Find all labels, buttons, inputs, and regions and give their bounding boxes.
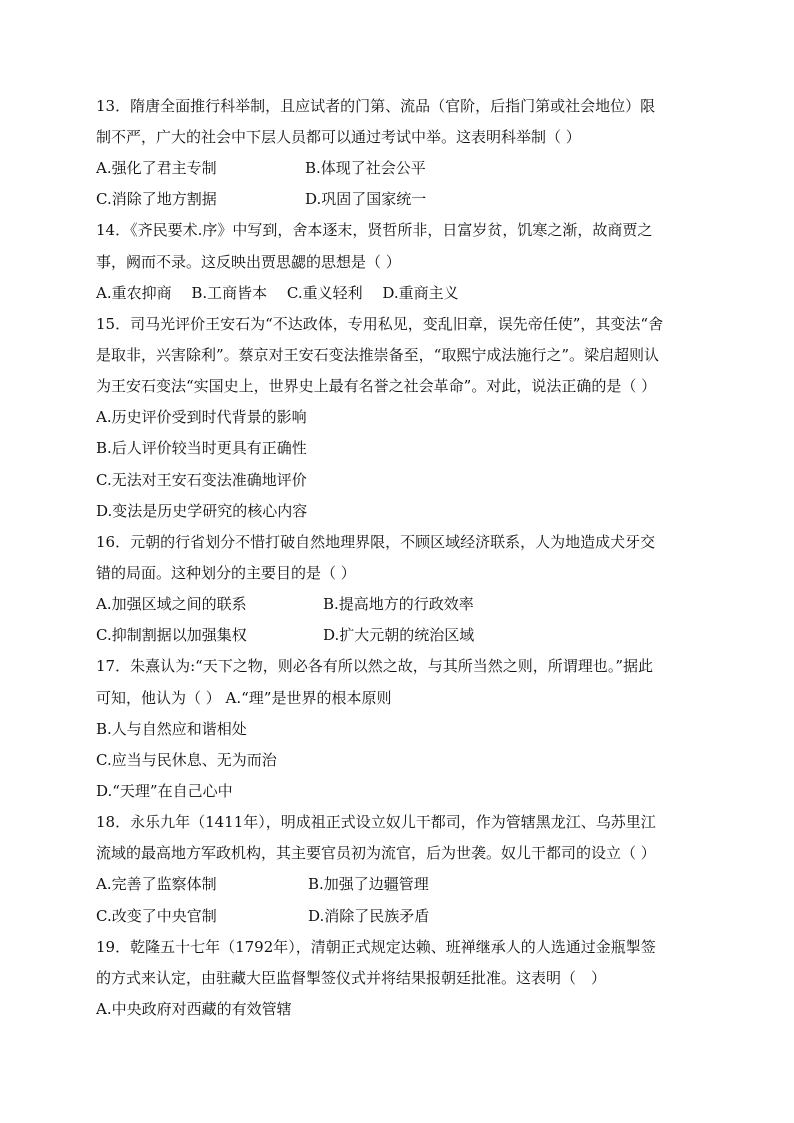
- q18-option-d: D.消除了民族矛盾: [308, 907, 430, 925]
- q13-option-b: B.体现了社会公平: [305, 159, 426, 177]
- q17-option-d: D.“天理”在自己心中: [96, 782, 233, 800]
- q13-option-a: A.强化了君主专制: [96, 159, 217, 177]
- q19-stem-line1: 19．乾隆五十七年（1792年），清朝正式规定达赖、班禅继承人的人选通过金瓶掣签: [96, 938, 656, 956]
- q18-stem-line2: 流域的最高地方军政机构，其主要官员初为流官，后为世袭。奴儿干都司的设立（ ）: [96, 844, 656, 862]
- q15-option-d: D.变法是历史学研究的核心内容: [96, 502, 308, 520]
- q15-stem-line1: 15．司马光评价王安石为“不达政体，专用私见，变乱旧章，误先帝任使”，其变法“舍: [96, 315, 664, 333]
- q19-stem-line2: 的方式来认定，由驻藏大臣监督掣签仪式并将结果报朝廷批准。这表明（ ）: [96, 969, 607, 987]
- q17-stem-line1: 17．朱熹认为:“天下之物，则必各有所以然之故，与其所当然之则，所谓理也。”据此: [96, 657, 653, 675]
- q14-stem-line2: 事，阙而不录。这反映出贾思勰的思想是（ ）: [96, 253, 401, 271]
- q16-option-b: B.提高地方的行政效率: [323, 595, 474, 613]
- q15-option-a: A.历史评价受到时代背景的影响: [96, 408, 307, 426]
- q16-option-d: D.扩大元朝的统治区域: [323, 626, 475, 644]
- q15-stem-line3: 为王安石变法“实国史上，世界史上最有名誉之社会革命”。对此，说法正确的是（ ）: [96, 377, 657, 395]
- q14-stem-line1: 14．《齐民要术.序》中写到，舍本逐末，贤哲所非，日富岁贫，饥寒之渐，故商贾之: [96, 221, 653, 239]
- q16-stem-line2: 错的局面。这种划分的主要目的是（ ）: [96, 564, 356, 582]
- q18-option-c: C.改变了中央官制: [96, 907, 217, 925]
- q19-option-a: A.中央政府对西藏的有效管辖: [96, 1000, 292, 1018]
- q13-stem-line2: 制不严，广大的社会中下层人员都可以通过考试中举。这表明科举制（ ）: [96, 128, 581, 146]
- q16-option-a: A.加强区域之间的联系: [96, 595, 247, 613]
- q15-stem-line2: 是取非，兴害除利”。蔡京对王安石变法推崇备至，“取熙宁成法施行之”。梁启超则认: [96, 346, 660, 364]
- q13-option-c: C.消除了地方割据: [96, 190, 217, 208]
- q13-stem-line1: 13．隋唐全面推行科举制，且应试者的门第、流品（官阶，后指门第或社会地位）限: [96, 97, 656, 115]
- q18-option-a: A.完善了监察体制: [96, 875, 217, 893]
- q16-option-c: C.抑制割据以加强集权: [96, 626, 247, 644]
- q17-option-c: C.应当与民休息、无为而治: [96, 751, 277, 769]
- q13-option-d: D.巩固了国家统一: [305, 190, 427, 208]
- q18-option-b: B.加强了边疆管理: [308, 875, 429, 893]
- q17-option-b: B.人与自然应和谐相处: [96, 720, 247, 738]
- q14-options: A.重农抑商 B.工商皆本 C.重义轻利 D.重商主义: [96, 284, 459, 302]
- q15-option-c: C.无法对王安石变法准确地评价: [96, 471, 307, 489]
- q15-option-b: B.后人评价较当时更具有正确性: [96, 439, 307, 457]
- q18-stem-line1: 18．永乐九年（1411年），明成祖正式设立奴儿干都司，作为管辖黑龙江、乌苏里江: [96, 813, 656, 831]
- q17-stem-line2: 可知，他认为（ ） A.“理”是世界的根本原则: [96, 689, 392, 707]
- q16-stem-line1: 16．元朝的行省划分不惜打破自然地理界限，不顾区域经济联系，人为地造成犬牙交: [96, 533, 656, 551]
